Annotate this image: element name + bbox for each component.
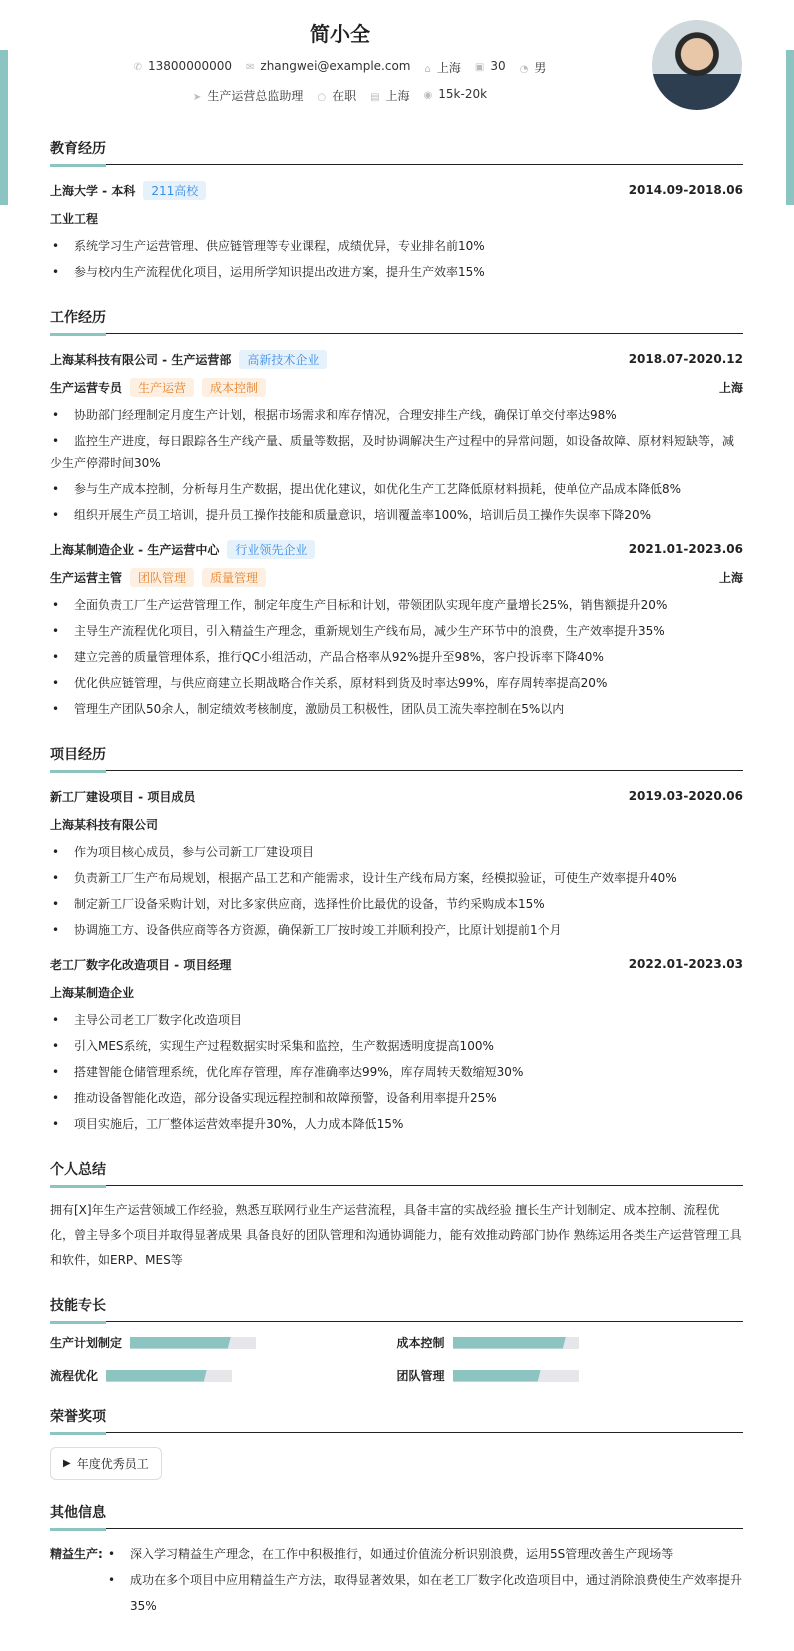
target-position: 生产运营总监助理 <box>207 89 304 103</box>
list-item: • 管理生产团队50余人，制定绩效考核制度，激励员工积极性，团队员工流失率控制在5%以内 <box>50 696 743 722</box>
status-icon: ○ <box>317 92 327 103</box>
building-icon: ▤ <box>370 92 380 103</box>
summary-section <box>50 1159 743 1273</box>
skill-name: 流程优化 <box>50 1369 99 1383</box>
list-item: • 协助部门经理制定月度生产计划，根据市场需求和库存情况，合理安排生产线，确保订单交付率达98% <box>50 402 743 428</box>
candidate-name: 简小全 <box>310 22 370 46</box>
project-entry <box>50 783 743 943</box>
skill-name: 成本控制 <box>396 1336 445 1350</box>
school: 上海大学 - 本科 <box>50 183 136 198</box>
list-item: • 制定新工厂设备采购计划，对比多家供应商，选择性价比最优的设备，节约采购成本15% <box>50 891 743 917</box>
section-title: 技能专长 <box>50 1295 743 1322</box>
skill-bar <box>106 1370 232 1382</box>
list-item: • 参与生产成本控制，分析每月生产数据，提出优化建议，如优化生产工艺降低原材料损耗，使单位产品成本降低8% <box>50 476 743 502</box>
skill-item <box>50 1367 397 1384</box>
role: 生产运营专员 <box>50 380 123 395</box>
project-name: 老工厂数字化改造项目 - 项目经理 <box>50 957 232 972</box>
award-name: 年度优秀员工 <box>76 1457 149 1471</box>
section-title: 个人总结 <box>50 1159 743 1186</box>
skill-fill <box>453 1370 541 1382</box>
work-section <box>50 307 743 722</box>
school-tag: 211高校 <box>143 181 206 200</box>
list-item: • 建立完善的质量管理体系，推行QC小组活动，产品合格率从92%提升至98%，客户投诉率下降40% <box>50 644 743 670</box>
role-tag: 团队管理 <box>130 568 194 587</box>
list-item: • 主导生产流程优化项目，引入精益生产理念，重新规划生产线布局，减少生产环节中的浪费，生产效率提升35% <box>50 618 743 644</box>
city: 上海 <box>718 380 743 395</box>
company: 上海某制造企业 - 生产运营中心 <box>50 542 220 557</box>
list-item: • 主导公司老工厂数字化改造项目 <box>50 1007 743 1033</box>
skill-fill <box>453 1337 566 1349</box>
awards-section <box>50 1406 743 1480</box>
other-section <box>50 1502 743 1619</box>
gender-icon: ◔ <box>519 64 529 75</box>
salary-icon: ◉ <box>423 90 433 101</box>
date: 2022.01-2023.03 <box>628 957 743 971</box>
skill-fill <box>106 1370 207 1382</box>
skill-fill <box>130 1337 231 1349</box>
list-item: • 优化供应链管理，与供应商建立长期战略合作关系，原材料到货及时率达99%，库存周转率提高20% <box>50 670 743 696</box>
send-icon: ➤ <box>192 92 202 103</box>
section-title: 荣誉奖项 <box>50 1406 743 1433</box>
list-item: • 全面负责工厂生产运营管理工作，制定年度生产目标和计划，带领团队实现年度产量增长25%，销售额提升20% <box>50 592 743 618</box>
skill-name: 生产计划制定 <box>50 1336 123 1350</box>
salary: 15k-20k <box>438 87 488 101</box>
award-item[interactable] <box>50 1447 162 1480</box>
project-name: 新工厂建设项目 - 项目成员 <box>50 789 196 804</box>
target-city: 上海 <box>385 89 410 103</box>
role-tag: 成本控制 <box>202 378 266 397</box>
skills-section <box>50 1295 743 1384</box>
role-tag: 生产运营 <box>130 378 194 397</box>
list-item: • 监控生产进度，每日跟踪各生产线产量、质量等数据，及时协调解决生产过程中的异常问题，如设备故障、原材料短缺等，减少生产停滞时间30% <box>50 428 743 476</box>
list-item: • 系统学习生产运营管理、供应链管理等专业课程，成绩优异，专业排名前10% <box>50 233 743 259</box>
skill-item <box>50 1334 397 1351</box>
company: 上海某科技有限公司 - 生产运营部 <box>50 352 232 367</box>
project-entry <box>50 951 743 1137</box>
projects-section <box>50 744 743 1137</box>
skill-bar <box>453 1370 579 1382</box>
list-item: • 深入学习精益生产理念，在工作中积极推行，如通过价值流分析识别浪费，运用5S管理改善生产现场等 <box>106 1541 743 1567</box>
role: 生产运营主管 <box>50 570 123 585</box>
list-item: • 成功在多个项目中应用精益生产方法，取得显著效果，如在老工厂数字化改造项目中，通过消除浪费使生产效率提升35% <box>106 1567 743 1619</box>
job-status: 在职 <box>332 89 357 103</box>
list-item: • 协调施工方、设备供应商等各方资源，确保新工厂按时竣工并顺利投产，比原计划提前1个月 <box>50 917 743 943</box>
list-item: • 负责新工厂生产布局规划，根据产品工艺和产能需求，设计生产线布局方案，经模拟验证，可使生产效率提升40% <box>50 865 743 891</box>
section-title: 项目经历 <box>50 744 743 771</box>
list-item: • 组织开展生产员工培训，提升员工操作技能和质量意识，培训覆盖率100%，培训后员工操作失误率下降20% <box>50 502 743 528</box>
gender: 男 <box>534 61 547 75</box>
section-title: 工作经历 <box>50 307 743 334</box>
age: 30 <box>490 59 506 73</box>
summary-text: 拥有[X]年生产运营领域工作经验，熟悉互联网行业生产运营流程，具备丰富的实战经验 擅长生产计划制定、成本控制、流程优化，曾主导多个项目并取得显著成果 具备良好的团队管理和沟通协调能力，能有效推动跨部门协作 熟练运用各类生产运营管理工具和软件，如ERP、MES等 <box>50 1203 742 1267</box>
location: 上海 <box>436 61 461 75</box>
project-company: 上海某科技有限公司 <box>50 817 159 832</box>
skill-bar <box>130 1337 256 1349</box>
triangle-right-icon: ▶ <box>63 1458 71 1469</box>
city: 上海 <box>718 570 743 585</box>
job-intent-row <box>0 87 680 104</box>
contact-row <box>0 59 680 76</box>
skill-bar <box>453 1337 579 1349</box>
list-item: • 引入MES系统，实现生产过程数据实时采集和监控，生产数据透明度提高100% <box>50 1033 743 1059</box>
list-item: • 作为项目核心成员，参与公司新工厂建设项目 <box>50 839 743 865</box>
date: 2018.07-2020.12 <box>628 352 743 366</box>
list-item: • 推动设备智能化改造，部分设备实现远程控制和故障预警，设备利用率提升25% <box>50 1085 743 1111</box>
date: 2014.09-2018.06 <box>628 183 743 197</box>
phone: 13800000000 <box>148 59 232 73</box>
home-icon: ⌂ <box>424 64 431 75</box>
section-title: 其他信息 <box>50 1502 743 1529</box>
phone-icon: ✆ <box>133 62 143 73</box>
section-title: 教育经历 <box>50 138 743 165</box>
role-tag: 质量管理 <box>202 568 266 587</box>
major: 工业工程 <box>50 211 99 226</box>
mail-icon: ✉ <box>246 62 255 73</box>
list-item: • 搭建智能仓储管理系统，优化库存管理，库存准确率达99%，库存周转天数缩短30% <box>50 1059 743 1085</box>
skill-item <box>397 1334 744 1351</box>
email: zhangwei@example.com <box>260 59 411 73</box>
date: 2021.01-2023.06 <box>628 542 743 556</box>
education-section <box>50 138 743 285</box>
other-label: 精益生产: <box>50 1547 103 1561</box>
age-icon: ▣ <box>474 62 485 73</box>
list-item: • 参与校内生产流程优化项目，运用所学知识提出改进方案，提升生产效率15% <box>50 259 743 285</box>
skill-item <box>397 1367 744 1384</box>
job-entry <box>50 536 743 722</box>
list-item: • 项目实施后，工厂整体运营效率提升30%，人力成本降低15% <box>50 1111 743 1137</box>
avatar-photo <box>652 20 742 110</box>
job-entry <box>50 346 743 528</box>
skill-name: 团队管理 <box>396 1369 445 1383</box>
date: 2019.03-2020.06 <box>628 789 743 803</box>
company-tag: 行业领先企业 <box>227 540 315 559</box>
project-company: 上海某制造企业 <box>50 985 135 1000</box>
right-accent-bar <box>786 50 794 205</box>
company-tag: 高新技术企业 <box>239 350 327 369</box>
